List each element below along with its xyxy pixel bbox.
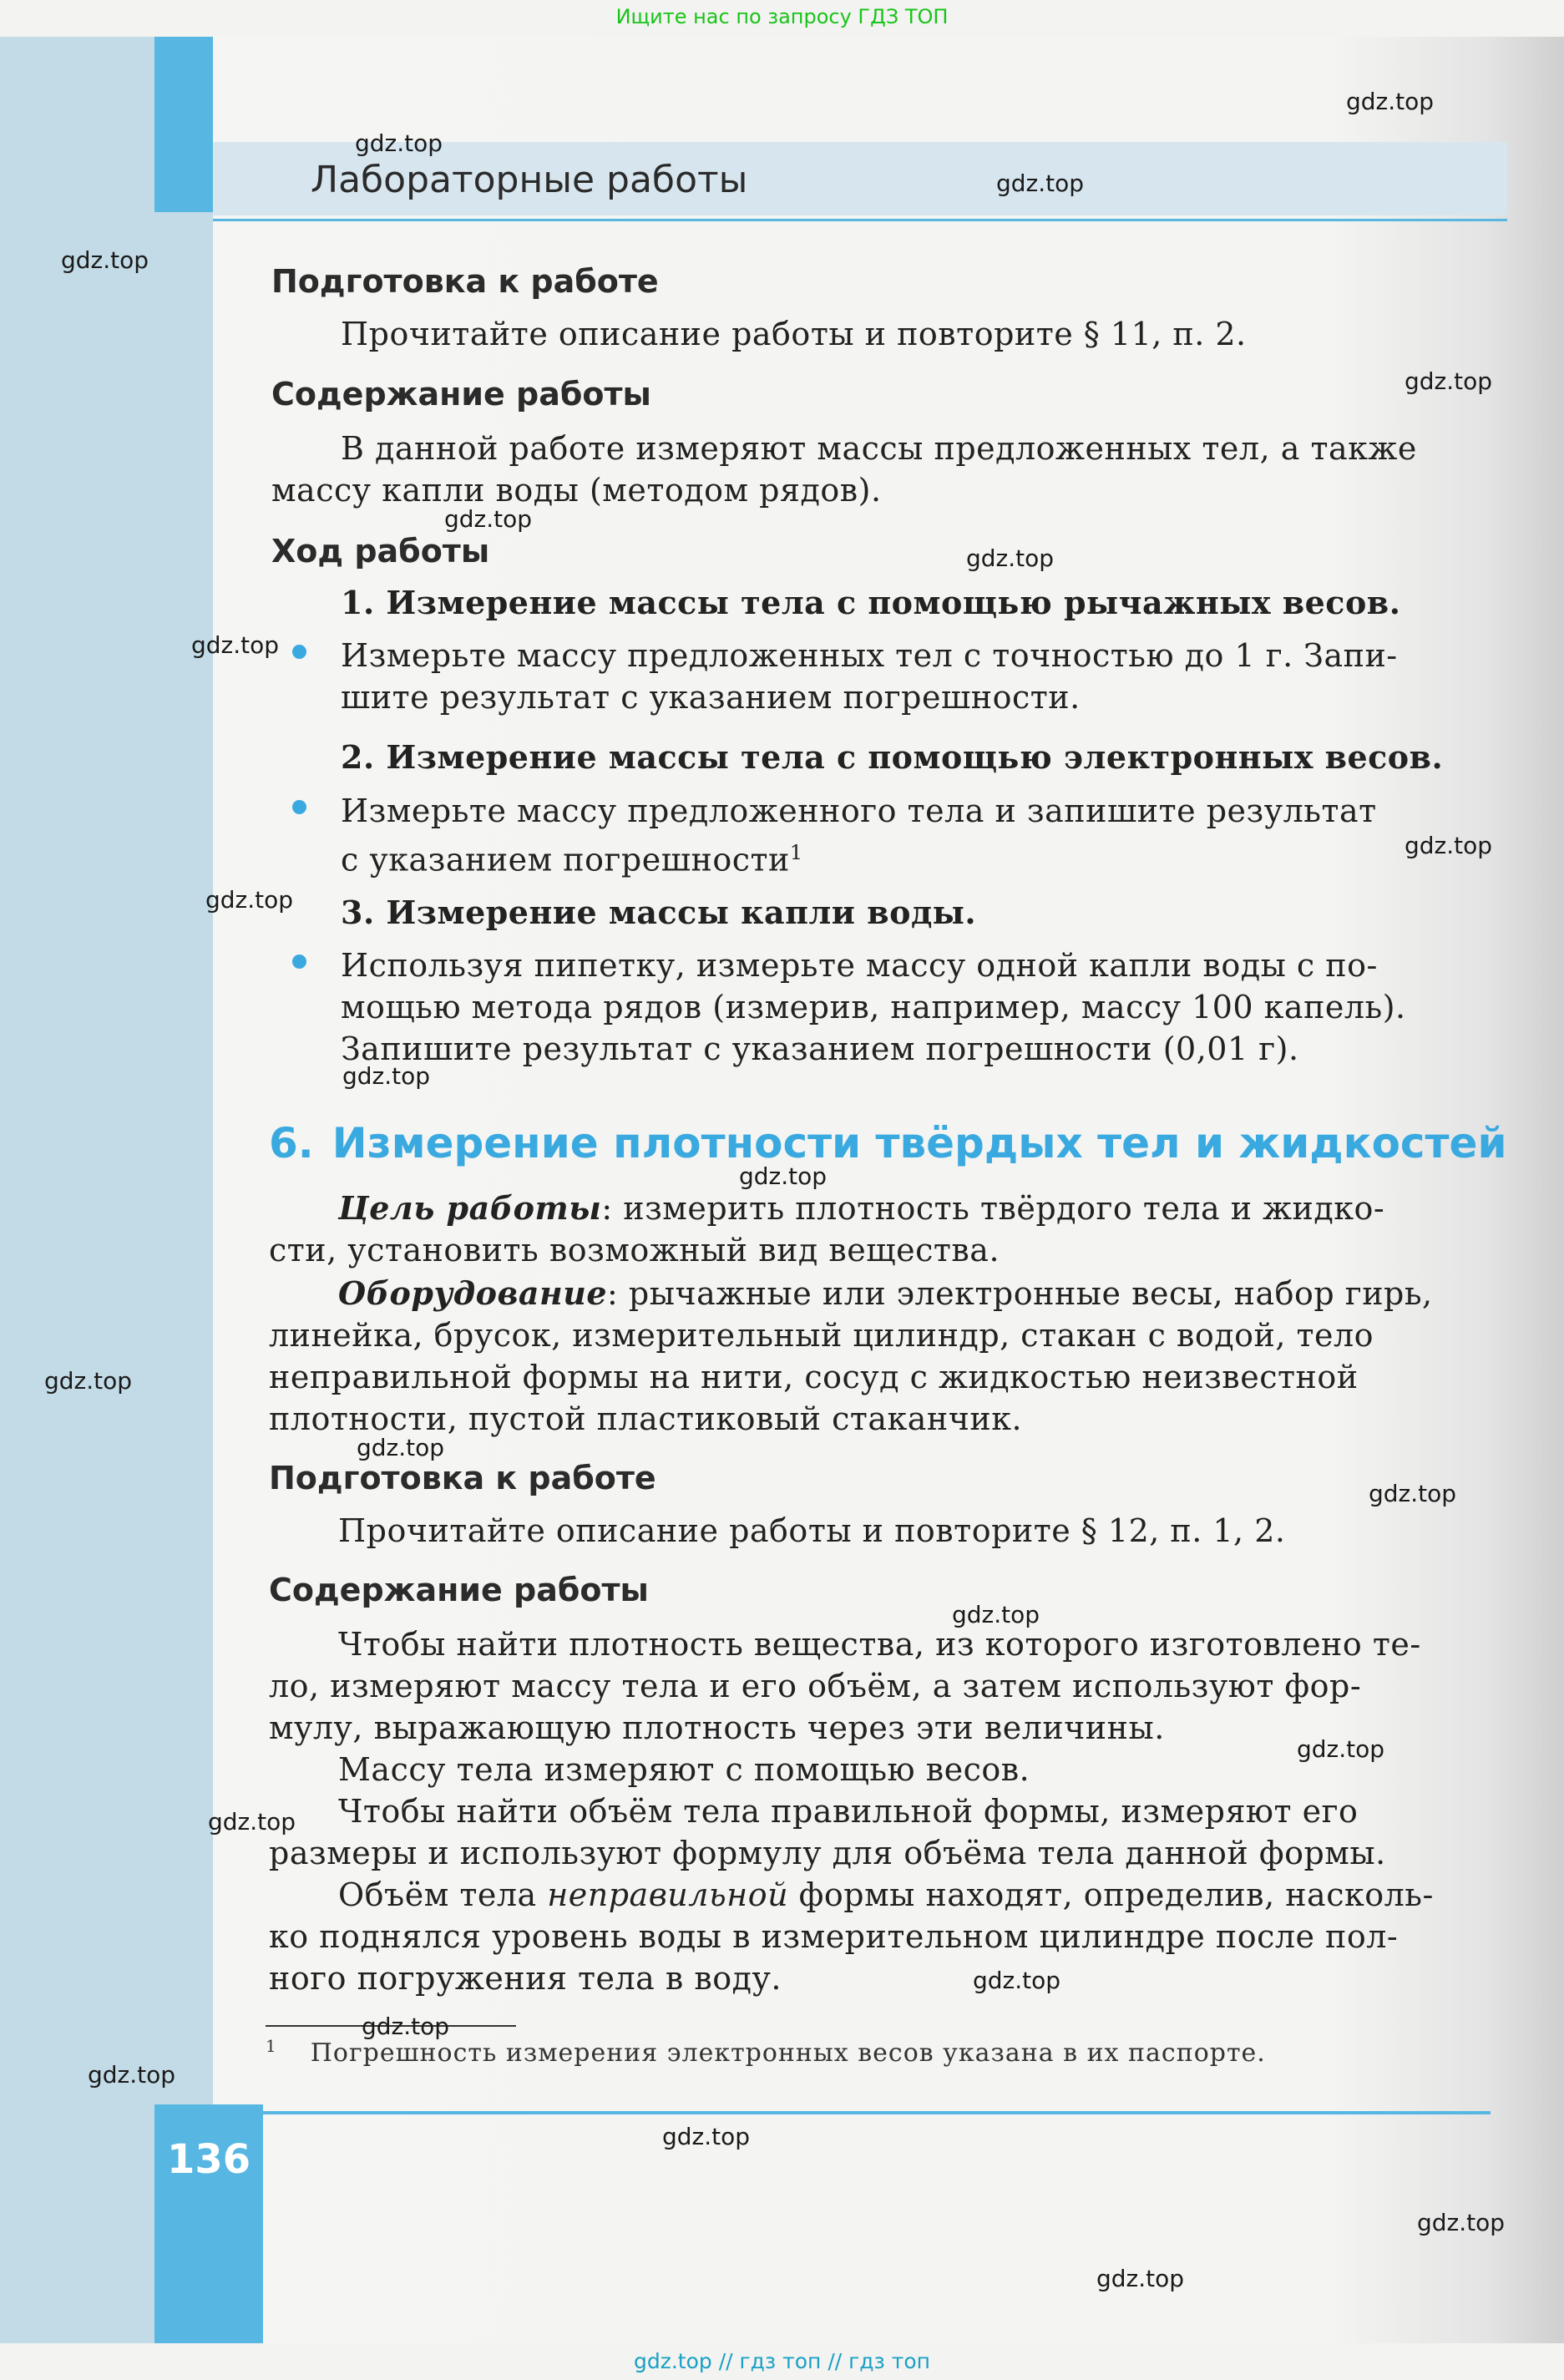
step1-line-1: Измерьте массу предложенных тел с точностью до 1 г. Запи- xyxy=(341,637,1398,674)
top-banner[interactable]: Ищите нас по запросу ГДЗ ТОП xyxy=(615,5,949,28)
watermark: gdz.top xyxy=(1405,367,1493,395)
step2-line-2-text: с указанием погрешности xyxy=(341,841,790,879)
step3-title: 3. Измерение массы капли воды. xyxy=(341,894,977,931)
equip-line-3: неправильной формы на нити, сосуд с жидкостью неизвестной xyxy=(269,1359,1359,1395)
content2-line-7c: формы находят, определив, насколь- xyxy=(788,1876,1434,1913)
content2-line-3: мулу, выражающую плотность через эти величины. xyxy=(269,1709,1165,1746)
footer-divider xyxy=(263,2111,1491,2114)
step2-title: 2. Измерение массы тела с помощью электронных весов. xyxy=(341,738,1444,776)
watermark: gdz.top xyxy=(973,1967,1061,1994)
goal-label: Цель работы xyxy=(338,1189,602,1227)
watermark: gdz.top xyxy=(996,170,1085,197)
watermark: gdz.top xyxy=(1346,88,1435,115)
goal-line-1 xyxy=(338,1187,1384,1229)
bullet-icon xyxy=(292,800,306,814)
content2-line-7-italic: неправильной xyxy=(547,1876,789,1913)
watermark: gdz.top xyxy=(357,1434,445,1461)
content2-line-7 xyxy=(338,1874,1434,1916)
content-line-1: В данной работе измеряют массы предложенных тел, а также xyxy=(341,430,1417,467)
header-divider xyxy=(213,219,1507,221)
watermark: gdz.top xyxy=(205,886,294,914)
prep-heading: Подготовка к работе xyxy=(271,263,659,300)
progress-heading: Ход работы xyxy=(271,533,490,570)
prep2-text: Прочитайте описание работы и повторите § 12, п. 1, 2. xyxy=(338,1512,1286,1549)
watermark: gdz.top xyxy=(952,1601,1040,1628)
content2-heading: Содержание работы xyxy=(269,1572,649,1608)
watermark: gdz.top xyxy=(966,544,1055,572)
watermark: gdz.top xyxy=(355,129,443,157)
content2-line-4: Массу тела измеряют с помощью весов. xyxy=(338,1751,1030,1788)
watermark: gdz.top xyxy=(662,2123,751,2150)
step3-line-3: Запишите результат с указанием погрешности (0,01 г). xyxy=(341,1030,1299,1067)
footnote-number: 1 xyxy=(266,2036,277,2056)
content2-line-2: ло, измеряют массу тела и его объём, а затем используют фор- xyxy=(269,1668,1362,1704)
content2-line-7a: Объём тела xyxy=(338,1876,548,1913)
prep-text: Прочитайте описание работы и повторите § 11, п. 2. xyxy=(341,316,1247,352)
watermark: gdz.top xyxy=(191,631,280,659)
watermark: gdz.top xyxy=(1417,2209,1506,2236)
equip-label: Оборудование xyxy=(338,1274,608,1312)
watermark: gdz.top xyxy=(1297,1735,1385,1763)
equip-line-2: линейка, брусок, измерительный цилиндр, стакан с водой, тело xyxy=(269,1317,1374,1354)
bullet-icon xyxy=(292,955,306,969)
footnote xyxy=(266,2036,1266,2068)
equip-line-4: плотности, пустой пластиковый стаканчик. xyxy=(269,1400,1023,1437)
section6-heading xyxy=(269,1119,1507,1167)
page-number: 136 xyxy=(167,2136,251,2183)
bullet-icon xyxy=(292,645,306,659)
goal-line-2: сти, установить возможный вид вещества. xyxy=(269,1232,1000,1268)
watermark: gdz.top xyxy=(44,1367,133,1395)
content-line-2: массу капли воды (методом рядов). xyxy=(271,472,882,509)
equip-text: : рычажные или электронные весы, набор гирь, xyxy=(607,1275,1433,1312)
watermark: gdz.top xyxy=(362,2013,450,2040)
step2-line-2 xyxy=(341,832,803,881)
prep2-heading: Подготовка к работе xyxy=(269,1460,656,1496)
watermark: gdz.top xyxy=(1405,832,1493,859)
watermark: gdz.top xyxy=(1096,2265,1185,2292)
content2-line-9: ного погружения тела в воду. xyxy=(269,1960,782,1997)
content2-line-5: Чтобы найти объём тела правильной формы, измеряют его xyxy=(338,1793,1359,1830)
watermark: gdz.top xyxy=(88,2061,176,2089)
page-header-title: Лабораторные работы xyxy=(311,159,748,201)
watermark: gdz.top xyxy=(208,1808,296,1836)
step1-title: 1. Измерение массы тела с помощью рычажных весов. xyxy=(341,584,1401,621)
step2-line-1: Измерьте массу предложенного тела и запишите результат xyxy=(341,792,1377,829)
watermark: gdz.top xyxy=(342,1062,431,1090)
left-accent-top xyxy=(154,37,213,212)
watermark: gdz.top xyxy=(1369,1480,1457,1507)
goal-text: : измерить плотность твёрдого тела и жидко- xyxy=(601,1190,1385,1227)
bottom-banner[interactable]: gdz.top // гдз топ // гдз топ xyxy=(634,2349,930,2373)
left-margin-strip xyxy=(0,37,213,2343)
step3-line-2: мощью метода рядов (измерив, например, массу 100 капель). xyxy=(341,989,1406,1025)
section6-title: Измерение плотности твёрдых тел и жидкостей xyxy=(332,1119,1507,1167)
equip-line-1 xyxy=(338,1273,1433,1314)
content2-line-6: размеры и используют формулу для объёма тела данной формы. xyxy=(269,1835,1386,1871)
watermark: gdz.top xyxy=(739,1162,828,1190)
watermark: gdz.top xyxy=(444,505,533,533)
content2-line-1: Чтобы найти плотность вещества, из которого изготовлено те- xyxy=(338,1626,1421,1663)
watermark: gdz.top xyxy=(61,246,149,274)
footnote-text: Погрешность измерения электронных весов указана в их паспорте. xyxy=(310,2038,1266,2068)
footnote-mark: 1 xyxy=(789,841,803,864)
content-heading: Содержание работы xyxy=(271,376,651,413)
step3-line-1: Используя пипетку, измерьте массу одной капли воды с по- xyxy=(341,947,1378,984)
section6-number: 6. xyxy=(269,1119,314,1167)
content2-line-8: ко поднялся уровень воды в измерительном цилиндре после пол- xyxy=(269,1918,1399,1955)
step1-line-2: шите результат с указанием погрешности. xyxy=(341,679,1081,716)
